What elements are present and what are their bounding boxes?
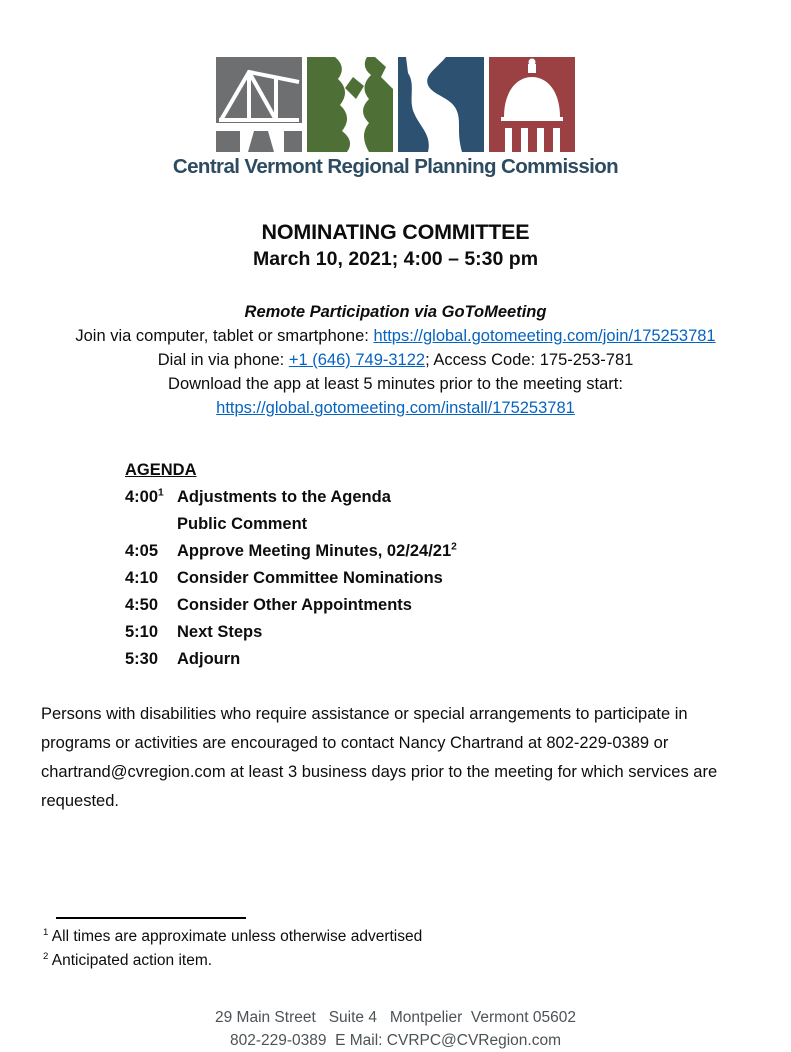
capitol-dome-icon [489, 57, 575, 152]
agenda-time: $4:00^1$ [125, 487, 164, 506]
agenda-time: 5:10 [125, 623, 159, 641]
agenda-heading: AGENDA [125, 461, 197, 479]
logo-tiles [0, 57, 791, 152]
truss-bridge-icon [216, 57, 302, 152]
vermont-map-icon [307, 57, 393, 152]
dial-line [0, 348, 791, 372]
footnote-2: $^2$ Anticipated action item. [43, 950, 213, 969]
agenda-block [125, 457, 791, 673]
agenda-label: Next Steps [177, 623, 263, 641]
agenda-label: Public Comment [177, 515, 308, 533]
agenda-time: 5:30 [125, 650, 159, 668]
agenda-label: Consider Other Appointments [177, 596, 412, 614]
join-prefix: Join via computer, tablet or smartphone: [75, 327, 374, 345]
install-app-link[interactable]: https://global.gotomeeting.com/install/175253781 [216, 399, 575, 417]
remote-participation-block [0, 300, 791, 420]
agenda-label: Approve Meeting Minutes, $02/24/21^2$ [177, 541, 457, 560]
logo-tagline: Central Vermont Regional Planning Commission [172, 155, 619, 178]
install-line [0, 396, 791, 420]
footer-block [0, 1006, 791, 1052]
remote-heading: Remote Participation via GoToMeeting [244, 303, 547, 321]
footer-address: 29 Main Street Suite 4 Montpelier Vermont 05602 [214, 1009, 576, 1026]
winding-river-icon [398, 57, 484, 152]
download-line: Download the app at least 5 minutes prior to the meeting start: [168, 375, 623, 393]
agenda-time [125, 511, 177, 538]
accessibility-note: Persons with disabilities who require assistance or special arrangements to participate in programs or activities are encouraged to contact Nancy Chartrand at 802-229-0389 or chartrand@cvregion.com at least 3 business days prior to the meeting for which services are requested. [41, 705, 718, 810]
agenda-label: Adjustments to the Agenda [177, 488, 391, 506]
agenda-time: 4:05 [125, 542, 159, 560]
agenda-item [125, 646, 791, 673]
join-line [0, 324, 791, 348]
title-block [0, 218, 791, 273]
footer-contact: 802-229-0389 E Mail: CVRPC@CVRegion.com [229, 1032, 562, 1049]
footnote-divider [56, 917, 246, 919]
meeting-datetime: March 10, 2021; 4:00 – 5:30 pm [252, 248, 539, 270]
join-meeting-link[interactable]: https://global.gotomeeting.com/join/175253781 [373, 327, 716, 345]
agenda-label: Adjourn [177, 650, 241, 668]
page-title: NOMINATING COMMITTEE [261, 220, 530, 244]
footnote-1: $^1$ All times are approximate unless otherwise advertised [43, 926, 423, 945]
agenda-item [125, 511, 791, 538]
agenda-time: 4:10 [125, 569, 159, 587]
cvrpc-logo [0, 0, 791, 179]
agenda-item [125, 484, 791, 511]
footnotes-block [43, 917, 791, 973]
agenda-label: Consider Committee Nominations [177, 569, 443, 587]
agenda-item [125, 538, 791, 565]
agenda-item [125, 592, 791, 619]
agenda-time: 4:50 [125, 596, 159, 614]
agenda-item [125, 565, 791, 592]
access-code: ; Access Code: 175-253-781 [425, 351, 634, 369]
agenda-item [125, 619, 791, 646]
dial-prefix: Dial in via phone: [157, 351, 289, 369]
dial-phone-link[interactable]: +1 (646) 749-3122 [288, 351, 426, 369]
